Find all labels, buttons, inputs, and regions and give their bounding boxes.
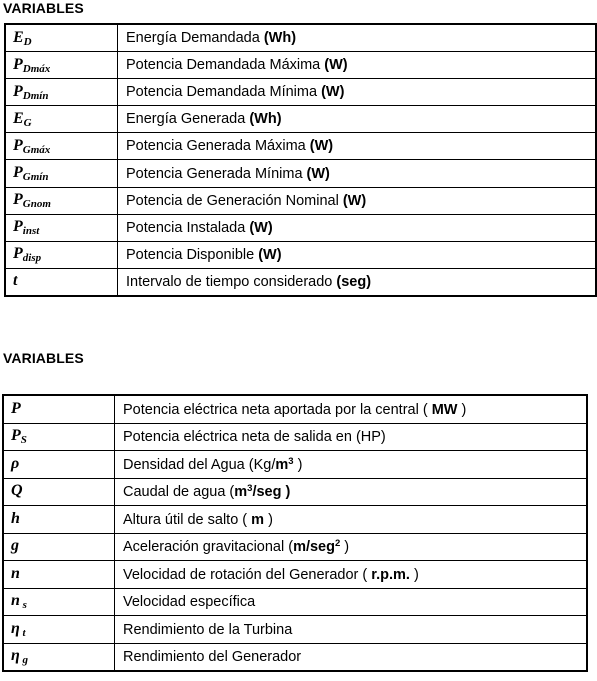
symbol-cell <box>3 478 115 506</box>
symbol-subscript: Dmín <box>22 89 49 102</box>
table-row <box>3 478 587 506</box>
variables-table-1 <box>4 23 597 297</box>
description-cell <box>118 79 597 106</box>
symbol-cell <box>5 214 118 241</box>
symbol-subscript: Gnom <box>22 198 51 211</box>
description-text: Potencia Disponible <box>126 246 259 263</box>
symbol-main: P <box>13 191 23 209</box>
description-text: Potencia eléctrica neta aportada por la central ( <box>123 401 432 418</box>
description-text: Intervalo de tiempo considerado <box>126 273 337 290</box>
unit-text: (Wh) <box>263 30 297 47</box>
symbol-main: η <box>11 647 20 665</box>
symbol-cell <box>3 451 115 479</box>
symbol-cell <box>3 643 115 671</box>
description-cell <box>118 214 597 241</box>
symbol-subscript: inst <box>22 225 40 238</box>
symbol-cell <box>3 561 115 589</box>
description-suffix: ) <box>264 511 273 528</box>
description-suffix: ) <box>457 401 467 418</box>
symbol-subscript: disp <box>22 252 42 265</box>
symbol-main: P <box>13 82 23 100</box>
unit-superscript: 3 <box>288 455 294 467</box>
symbol-subscript: G <box>23 116 32 129</box>
table-row <box>3 533 587 561</box>
section1-heading: VARIABLES <box>3 0 84 16</box>
description-text: Potencia Generada Máxima <box>126 138 310 155</box>
symbol-cell <box>5 241 118 268</box>
description-suffix: ) <box>409 566 419 583</box>
symbol-subscript: S <box>20 434 27 447</box>
symbol-subscript: t <box>19 626 26 639</box>
description-text: Energía Generada <box>126 111 250 128</box>
unit-text: (W) <box>306 165 330 182</box>
symbol-main: n <box>11 592 20 610</box>
description-text: Potencia Demandada Mínima <box>126 84 322 101</box>
symbol-main: P <box>13 164 23 182</box>
symbol-main: P <box>13 218 23 236</box>
symbol-cell <box>3 533 115 561</box>
description-text: Velocidad específica <box>123 594 256 611</box>
unit-text: (seg) <box>336 273 372 290</box>
symbol-cell <box>5 24 118 52</box>
description-cell <box>118 160 597 187</box>
description-cell <box>115 561 588 589</box>
symbol-cell <box>3 395 115 423</box>
description-cell <box>118 241 597 268</box>
table-row <box>3 395 587 423</box>
description-text: Rendimiento del Generador <box>123 649 302 666</box>
symbol-subscript: Gmín <box>22 171 49 184</box>
symbol-subscript: s <box>19 599 27 612</box>
symbol-cell <box>3 506 115 534</box>
unit-text: (W) <box>258 246 282 263</box>
unit-text: (W) <box>309 138 334 155</box>
symbol-subscript: D <box>23 35 32 48</box>
description-cell <box>115 533 588 561</box>
table-row <box>3 506 587 534</box>
table-row <box>5 52 596 79</box>
table-row <box>3 451 587 479</box>
unit-text: MW <box>431 401 458 418</box>
symbol-main: h <box>11 509 20 527</box>
description-cell <box>115 478 588 506</box>
unit-text: m/seg <box>293 539 335 556</box>
unit-text: m <box>234 484 248 501</box>
description-text: Potencia eléctrica neta de salida en (HP) <box>123 429 386 446</box>
symbol-cell <box>5 52 118 79</box>
description-text: Potencia Instalada <box>126 219 250 236</box>
symbol-cell <box>5 106 118 133</box>
description-cell <box>115 506 588 534</box>
unit-text: (W) <box>249 219 273 236</box>
description-text: Caudal de agua ( <box>123 484 235 501</box>
unit-superscript: 2 <box>334 538 341 550</box>
table-row <box>5 24 596 52</box>
symbol-cell <box>5 160 118 187</box>
description-cell <box>118 52 597 79</box>
section2-heading: VARIABLES <box>3 350 84 366</box>
description-text: Aceleración gravitacional ( <box>123 539 294 556</box>
description-text: Potencia Demandada Máxima <box>126 57 325 74</box>
table-row <box>5 79 596 106</box>
symbol-main: P <box>13 136 23 154</box>
unit-text: m <box>251 511 265 528</box>
symbol-main: E <box>13 28 24 46</box>
symbol-subscript: g <box>19 654 29 667</box>
symbol-cell <box>5 187 118 214</box>
unit-text: r.p.m. <box>371 566 410 583</box>
symbol-main: η <box>11 619 20 637</box>
unit-superscript: 3 <box>247 483 253 495</box>
table-row <box>3 561 587 589</box>
description-cell <box>115 423 588 451</box>
unit-text: (Wh) <box>249 111 282 128</box>
symbol-cell <box>3 588 115 616</box>
symbol-main: P <box>13 55 23 73</box>
description-suffix: ) <box>293 456 303 473</box>
description-cell <box>118 187 597 214</box>
description-suffix: ) <box>340 539 350 556</box>
description-text: Velocidad de rotación del Generador ( <box>123 566 372 583</box>
description-cell <box>115 616 588 644</box>
symbol-main: P <box>11 399 21 417</box>
description-cell <box>115 451 588 479</box>
unit-text: (W) <box>342 192 367 209</box>
table-row <box>3 643 587 671</box>
symbol-cell <box>3 423 115 451</box>
symbol-main: ρ <box>11 454 20 472</box>
table-row <box>5 187 596 214</box>
variables-table-2 <box>2 394 588 672</box>
symbol-main: n <box>11 564 20 582</box>
symbol-main: P <box>13 245 23 263</box>
description-cell <box>118 133 597 160</box>
table-row <box>3 616 587 644</box>
symbol-main: Q <box>11 482 23 500</box>
unit-text: (W) <box>324 57 348 74</box>
description-cell <box>118 24 597 52</box>
symbol-main: P <box>11 427 21 445</box>
unit-text: m <box>275 456 289 473</box>
unit-text: (W) <box>321 84 345 101</box>
symbol-subscript: Dmáx <box>22 62 51 75</box>
table-row <box>3 423 587 451</box>
table-row <box>5 268 596 296</box>
description-cell <box>118 268 597 296</box>
description-text: Potencia de Generación Nominal <box>126 192 343 209</box>
symbol-main: E <box>13 109 24 127</box>
description-cell <box>115 395 588 423</box>
description-cell <box>115 588 588 616</box>
symbol-subscript: Gmáx <box>22 143 51 156</box>
description-cell <box>115 643 588 671</box>
symbol-cell <box>5 133 118 160</box>
symbol-cell <box>5 79 118 106</box>
symbol-cell <box>3 616 115 644</box>
table-row <box>5 106 596 133</box>
description-text: Rendimiento de la Turbina <box>123 621 293 638</box>
description-text: Densidad del Agua (Kg/ <box>123 456 276 473</box>
table-row <box>5 133 596 160</box>
symbol-main: g <box>11 537 19 555</box>
table-row <box>3 588 587 616</box>
table-row <box>5 160 596 187</box>
table-row <box>5 241 596 268</box>
symbol-cell <box>5 268 118 296</box>
table-row <box>5 214 596 241</box>
description-cell <box>118 106 597 133</box>
description-text: Altura útil de salto ( <box>123 511 252 528</box>
symbol-main: t <box>13 272 18 290</box>
description-suffix: /seg ) <box>252 484 291 501</box>
description-text: Potencia Generada Mínima <box>126 165 307 182</box>
description-text: Energía Demandada <box>126 30 264 47</box>
